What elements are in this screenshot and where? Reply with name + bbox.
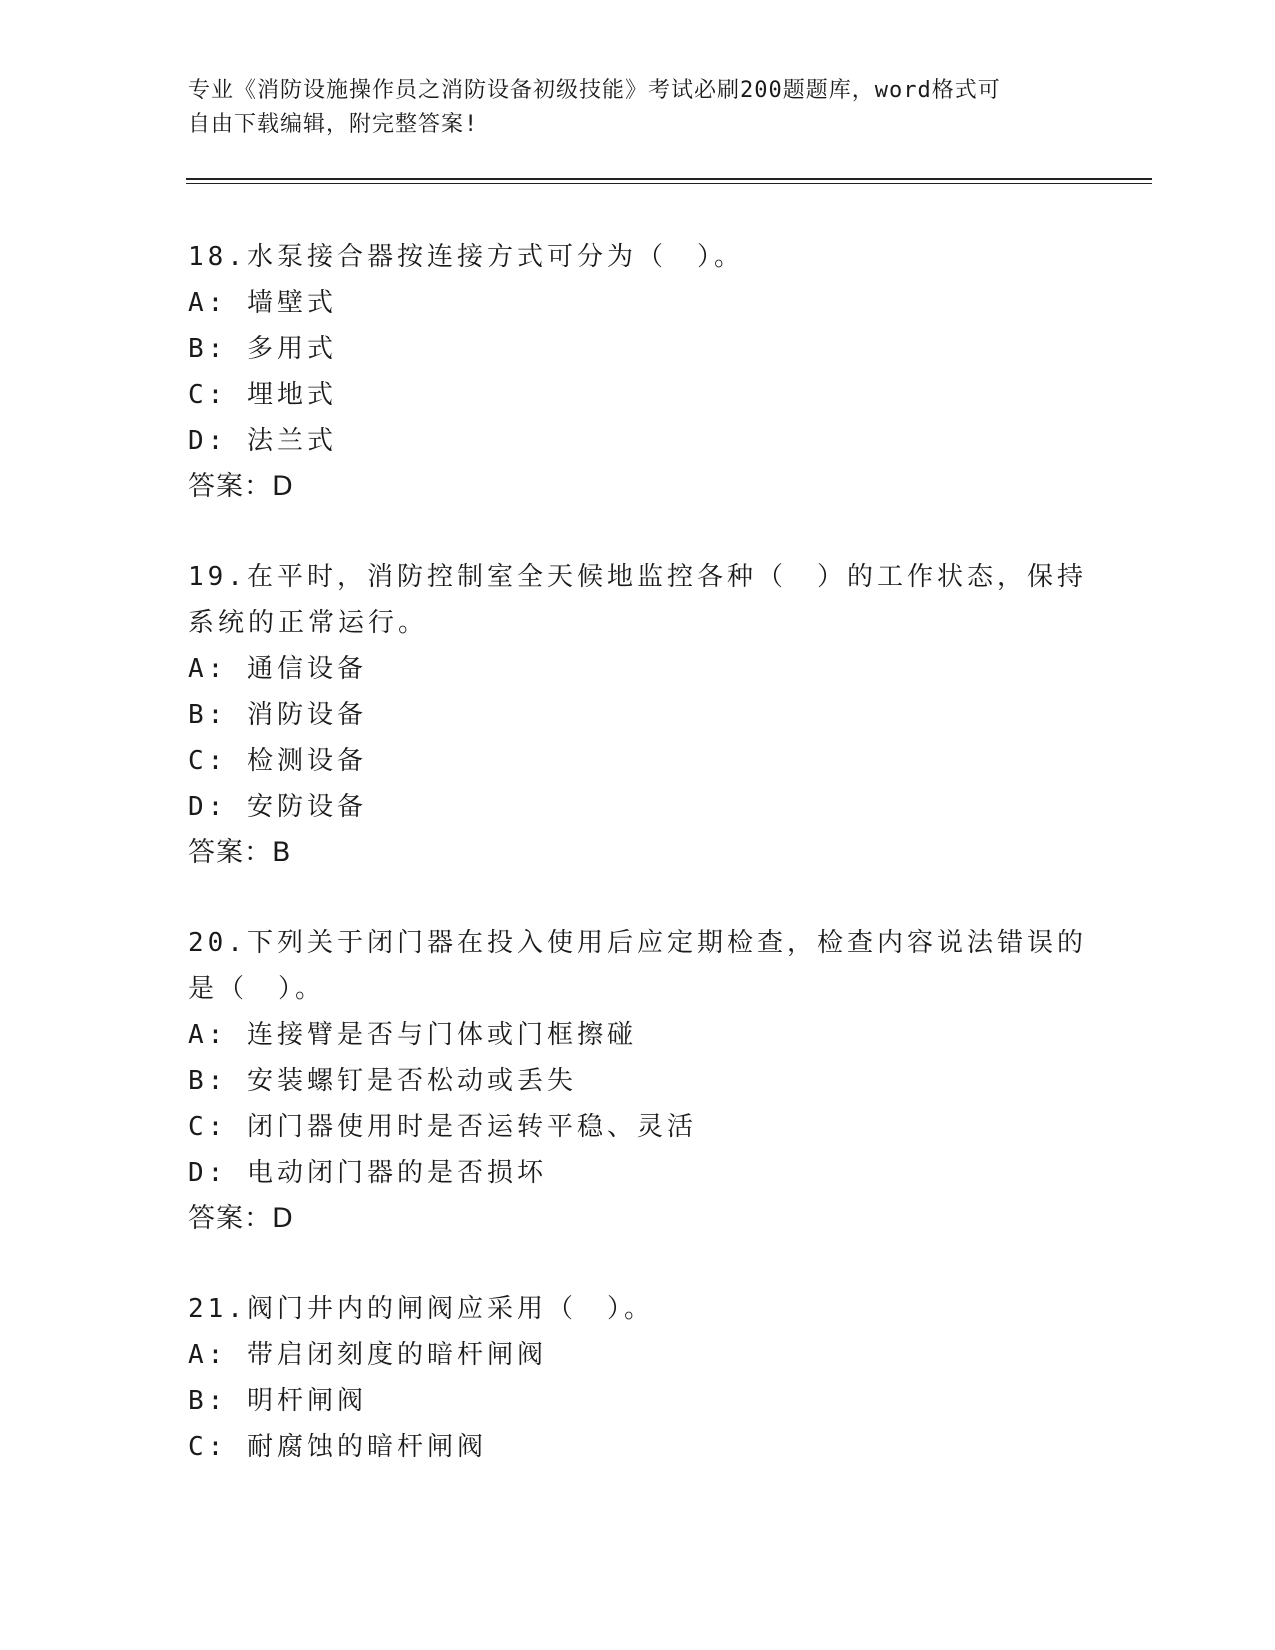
option-c: C: 耐腐蚀的暗杆闸阀 <box>188 1432 487 1462</box>
answer-line: 答案：D <box>188 471 294 502</box>
question-stem: 19.在平时，消防控制室全天候地监控各种（ ）的工作状态，保持系统的正常运行。 <box>188 562 1087 638</box>
option-c: C: 检测设备 <box>188 746 367 776</box>
option-d: D: 安防设备 <box>188 792 367 822</box>
header-line-1: 专业《消防设施操作员之消防设备初级技能》考试必刷200题题库，word格式可 <box>188 78 1001 103</box>
header-rule-thin <box>186 183 1152 184</box>
option-b: B: 多用式 <box>188 334 337 364</box>
question-stem: 21.阀门井内的闸阀应采用（ ）。 <box>188 1294 654 1324</box>
question-stem: 18.水泵接合器按连接方式可分为（ ）。 <box>188 242 744 272</box>
question-list <box>188 234 1088 1514</box>
option-d: D: 法兰式 <box>188 426 337 456</box>
option-b: B: 明杆闸阀 <box>188 1386 367 1416</box>
option-c: C: 闭门器使用时是否运转平稳、灵活 <box>188 1112 697 1142</box>
answer-line: 答案：D <box>188 1203 294 1234</box>
header-line-2: 自由下载编辑，附完整答案! <box>188 112 479 137</box>
option-b: B: 消防设备 <box>188 700 367 730</box>
document-header <box>188 74 1088 142</box>
question-stem: 20.下列关于闭门器在投入使用后应定期检查，检查内容说法错误的是（ ）。 <box>188 928 1087 1004</box>
question-21 <box>188 1286 1088 1470</box>
option-a: A: 带启闭刻度的暗杆闸阀 <box>188 1340 547 1370</box>
header-rule-thick <box>186 178 1152 180</box>
answer-line: 答案：B <box>188 837 292 868</box>
option-a: A: 连接臂是否与门体或门框擦碰 <box>188 1020 637 1050</box>
option-c: C: 埋地式 <box>188 380 337 410</box>
question-18 <box>188 234 1088 510</box>
option-a: A: 通信设备 <box>188 654 367 684</box>
option-a: A: 墙壁式 <box>188 288 337 318</box>
option-b: B: 安装螺钉是否松动或丢失 <box>188 1066 577 1096</box>
question-20 <box>188 920 1088 1242</box>
option-d: D: 电动闭门器的是否损坏 <box>188 1158 547 1188</box>
question-19 <box>188 554 1088 876</box>
